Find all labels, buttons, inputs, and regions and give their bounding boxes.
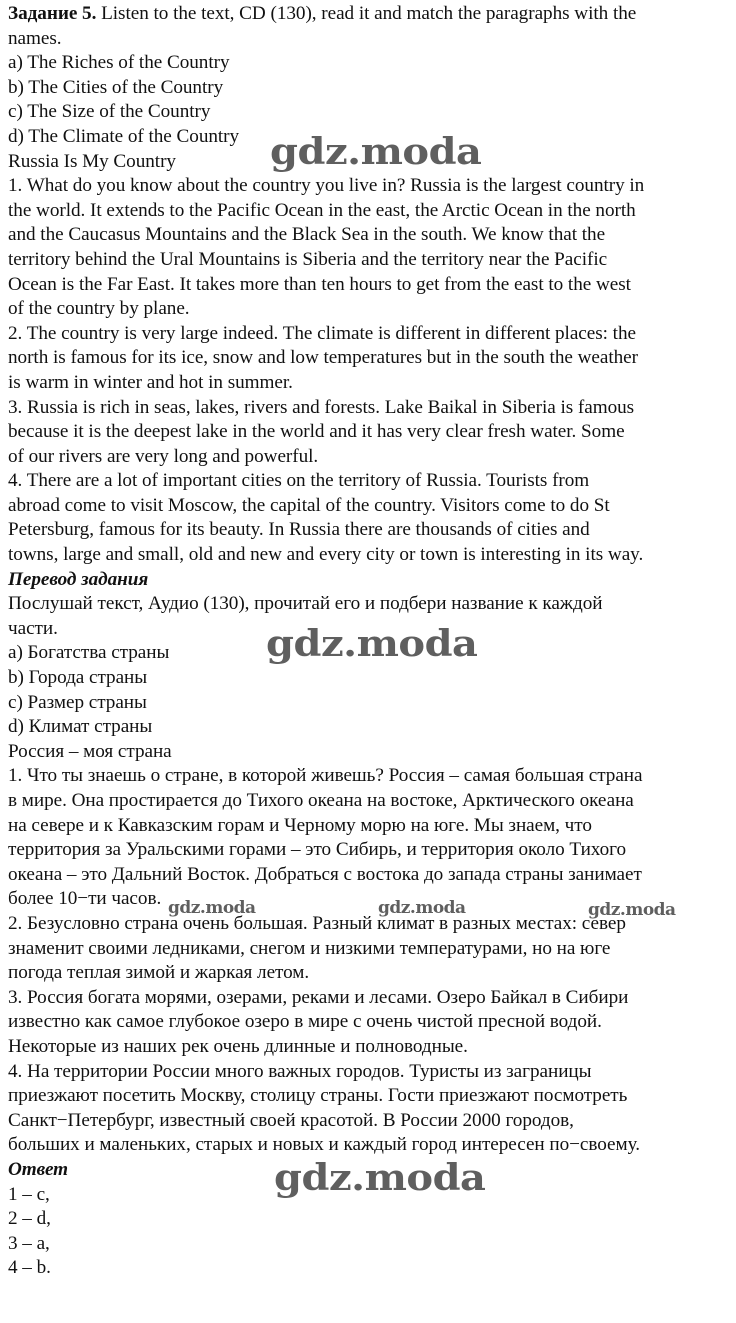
watermark: gdz.moda <box>266 621 478 666</box>
task-text-continued: names. <box>8 27 62 49</box>
translation-line: Санкт−Петербург, известный своей красотой. В России 2000 городов, <box>8 1109 574 1131</box>
text-line: Ocean is the Far East. It takes more than ten hours to get from the east to the west <box>8 273 631 295</box>
watermark: gdz.moda <box>588 900 676 920</box>
watermark: gdz.moda <box>378 898 466 918</box>
task-line <box>8 2 728 27</box>
translation-line: 2. Безусловно страна очень большая. Разный климат в разных местах: север <box>8 912 626 934</box>
translation-option-c: c) Размер страны <box>8 691 147 713</box>
translation-line: погода теплая зимой и жаркая летом. <box>8 962 310 984</box>
text-line: because it is the deepest lake in the world and it has very clear fresh water. Some <box>8 421 625 443</box>
translation-title: Россия – моя страна <box>8 740 172 762</box>
text-line: the world. It extends to the Pacific Ocean in the east, the Arctic Ocean in the north <box>8 199 636 221</box>
text-line: abroad come to visit Moscow, the capital of the country. Visitors come to do St <box>8 494 610 516</box>
text-line: 1. What do you know about the country you live in? Russia is the largest country in <box>8 175 645 197</box>
answer-item: 2 – d, <box>8 1208 51 1230</box>
option-c: c) The Size of the Country <box>8 101 211 123</box>
text-line: of our rivers are very long and powerful. <box>8 445 319 467</box>
text-line: is warm in winter and hot in summer. <box>8 371 293 393</box>
answer-item: 1 – c, <box>8 1183 50 1205</box>
translation-line: знаменит своими ледниками, снегом и низкими температурами, но на юге <box>8 937 611 959</box>
translation-line: в мире. Она простирается до Тихого океана на востоке, Арктического океана <box>8 790 634 811</box>
translation-option-a: a) Богатства страны <box>8 642 170 664</box>
translation-line: Некоторые из наших рек очень длинные и полноводные. <box>8 1035 468 1057</box>
translation-line: больших и маленьких, старых и новых и каждый город интересен по−своему. <box>8 1134 640 1156</box>
answer-heading: Ответ <box>8 1158 69 1180</box>
translation-line: 3. Россия богата морями, озерами, реками и лесами. Озеро Байкал в Сибири <box>8 986 629 1008</box>
translation-intro: Послушай текст, Аудио (130), прочитай его и подбери название к каждой <box>8 593 603 615</box>
option-a: a) The Riches of the Country <box>8 52 230 74</box>
translation-option-b: b) Города страны <box>8 667 148 689</box>
option-b: b) The Cities of the Country <box>8 76 224 98</box>
translation-line: океана – это Дальний Восток. Добраться с востока до запада страны занимает <box>8 863 642 885</box>
text-title: Russia Is My Country <box>8 150 176 172</box>
translation-intro: части. <box>8 617 58 639</box>
text-line: 2. The country is very large indeed. The climate is different in different places: the <box>8 322 636 344</box>
translation-line: более 10−ти часов. <box>8 888 162 910</box>
text-line: towns, large and small, old and new and every city or town is interesting in its way. <box>8 544 644 566</box>
answer-item: 3 – a, <box>8 1232 50 1254</box>
watermark: gdz.moda <box>270 129 482 174</box>
translation-line: 1. Что ты знаешь о стране, в которой живешь? Россия – самая большая страна <box>8 765 643 787</box>
answer-item: 4 – b. <box>8 1257 51 1279</box>
translation-line: на севере и к Кавказским горам и Черному морю на юге. Мы знаем, что <box>8 814 592 836</box>
text-line: 4. There are a lot of important cities on the territory of Russia. Tourists from <box>8 470 590 492</box>
translation-line: приезжают посетить Москву, столицу страны. Гости приезжают посмотреть <box>8 1085 628 1107</box>
text-line: and the Caucasus Mountains and the Black Sea in the south. We know that the <box>8 224 606 246</box>
translation-heading: Перевод задания <box>8 568 149 590</box>
translation-line: 4. На территории России много важных городов. Туристы из заграницы <box>8 1060 592 1082</box>
text-line: Petersburg, famous for its beauty. In Russia there are thousands of cities and <box>8 519 590 541</box>
translation-line: территория за Уральскими горами – это Сибирь, и территория около Тихого <box>8 839 627 861</box>
text-line: north is famous for its ice, snow and low temperatures but in the south the weather <box>8 347 638 369</box>
option-d: d) The Climate of the Country <box>8 125 240 147</box>
task-label: Задание 5. <box>8 3 97 24</box>
translation-option-d: d) Климат страны <box>8 716 153 738</box>
text-line: territory behind the Ural Mountains is Siberia and the territory near the Pacific <box>8 248 608 270</box>
watermark: gdz.moda <box>274 1155 486 1200</box>
watermark: gdz.moda <box>168 898 256 918</box>
text-line: of the country by plane. <box>8 298 190 320</box>
task-text: Listen to the text, CD (130), read it and match the paragraphs with the <box>96 3 637 24</box>
text-line: 3. Russia is rich in seas, lakes, rivers and forests. Lake Baikal in Siberia is famous <box>8 396 635 418</box>
translation-line: известно как самое глубокое озеро в мире с очень чистой пресной водой. <box>8 1011 602 1033</box>
